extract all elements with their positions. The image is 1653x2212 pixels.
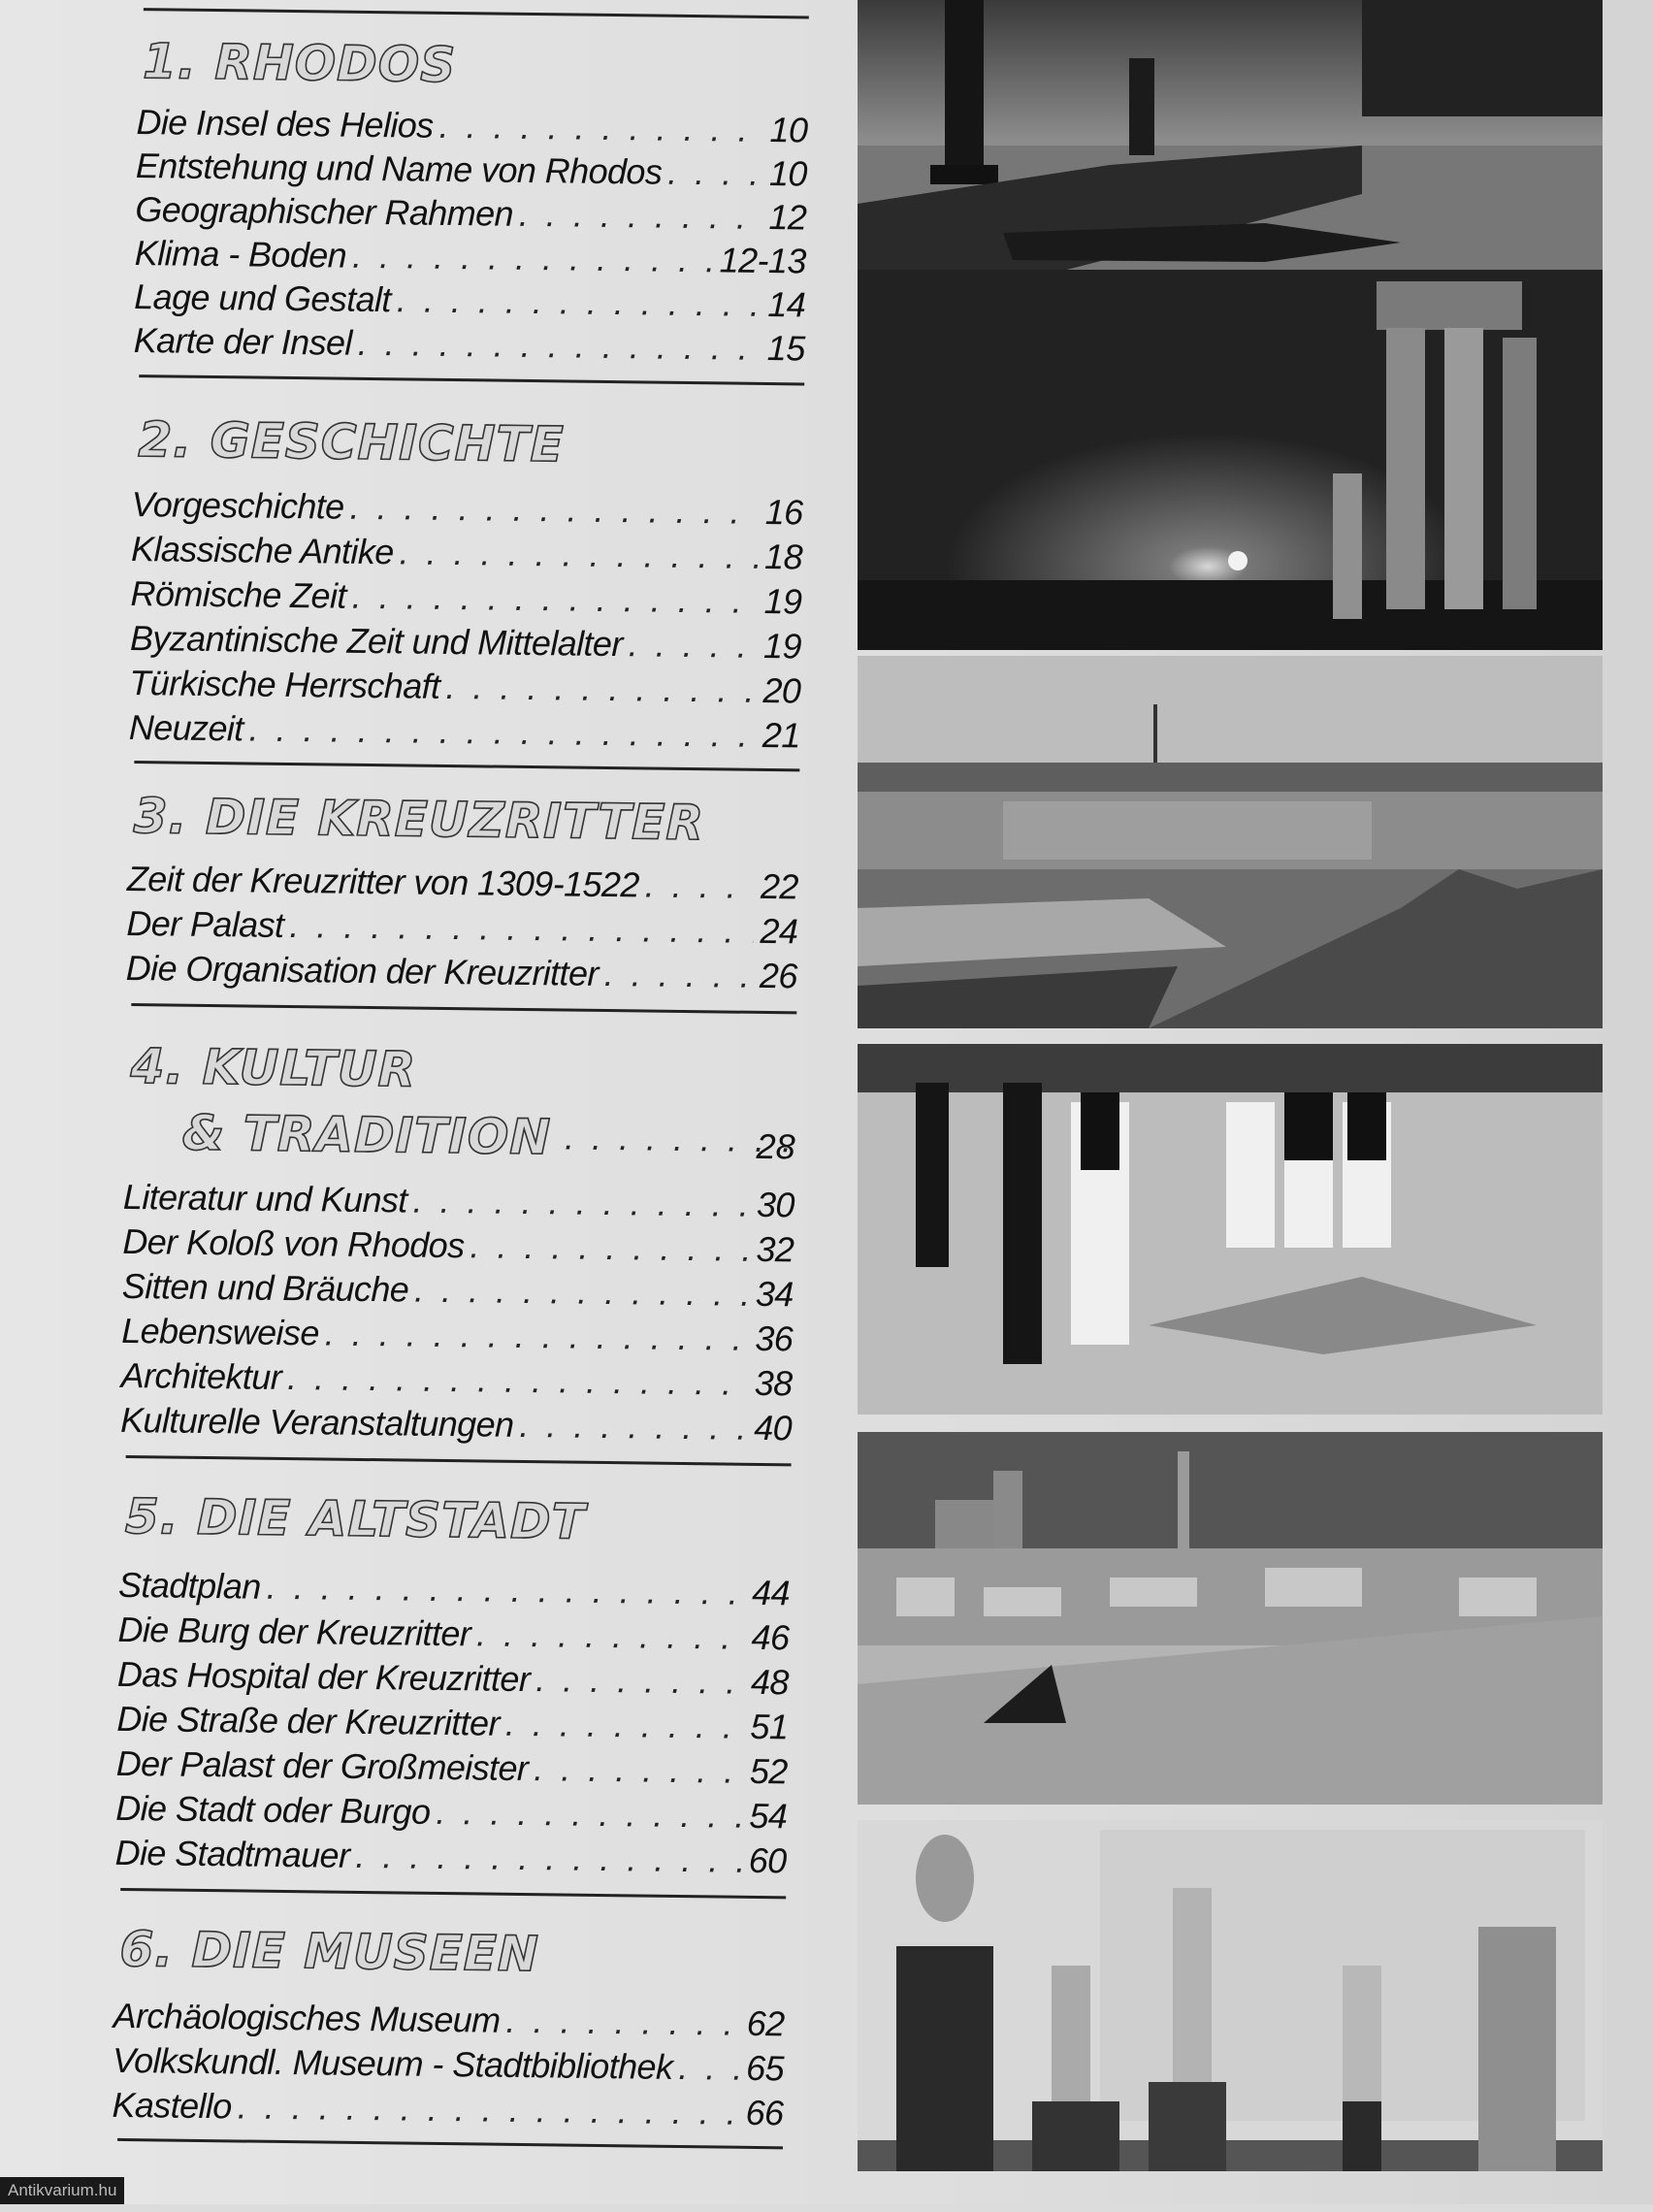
section-title-museen: 6. DIE MUSEEN: [119, 1920, 540, 1983]
toc-entry[interactable]: [130, 617, 801, 667]
entry-label: Volkskundl. Museum - Stadtbibliothek: [112, 2039, 673, 2087]
entry-page: 38: [754, 1362, 793, 1404]
leader-dots: [535, 1658, 744, 1704]
photo-folk-dancers: [858, 1044, 1603, 1415]
leader-dots: [289, 904, 753, 953]
entry-label: Die Insel des Helios: [136, 102, 434, 146]
entry-page: 40: [753, 1407, 793, 1448]
entry-label: Der Koloß von Rhodos: [122, 1220, 465, 1266]
leader-dots: [505, 1703, 744, 1748]
entry-label: Lage und Gestalt: [134, 276, 392, 320]
entry-page: 10: [769, 109, 808, 150]
leader-dots: [445, 666, 756, 712]
entry-page: 15: [766, 327, 805, 369]
divider: [120, 1888, 786, 1899]
toc-entry[interactable]: [113, 1995, 784, 2045]
entry-page: 36: [755, 1317, 794, 1359]
entry-page: 54: [749, 1795, 788, 1837]
toc-entry[interactable]: [116, 1742, 788, 1793]
toc-entry[interactable]: [126, 947, 797, 997]
leader-dots: [519, 193, 762, 239]
watermark: Antikvarium.hu: [0, 2177, 124, 2204]
leader-dots: [355, 1835, 742, 1882]
entry-page: 65: [745, 2047, 785, 2089]
section-title-altstadt: 5. DIE ALTSTADT: [124, 1487, 587, 1550]
entry-page: 44: [751, 1572, 791, 1613]
photo-temple-sunset: [858, 270, 1603, 650]
toc-entry[interactable]: [117, 1609, 789, 1659]
entry-label: Türkische Herrschaft: [129, 662, 440, 706]
toc-entry[interactable]: [112, 2084, 783, 2134]
entry-page: 51: [750, 1706, 789, 1747]
leader-dots: [352, 575, 758, 623]
photo-museum-sculptures: [858, 1820, 1603, 2171]
entry-label: Die Straße der Kreuzritter: [116, 1698, 501, 1743]
entry-page: 19: [762, 625, 802, 667]
entry-label: Lebensweise: [120, 1310, 320, 1353]
entry-label: Archäologisches Museum: [113, 1995, 501, 2040]
entry-page: 19: [763, 580, 802, 622]
leader-dots: [399, 531, 758, 578]
toc-entry[interactable]: [117, 1653, 789, 1704]
entry-page: 24: [760, 910, 798, 952]
toc-entry[interactable]: [135, 188, 806, 239]
toc-entry[interactable]: [120, 1399, 792, 1449]
entry-label: Sitten und Bräuche: [121, 1265, 409, 1310]
photo-old-town: [858, 1432, 1603, 1805]
leader-dots: [352, 235, 714, 282]
entry-label: Die Stadt oder Burgo: [114, 1787, 431, 1832]
divider: [139, 374, 804, 385]
leader-dots: [519, 1404, 747, 1449]
toc-entry[interactable]: [135, 232, 806, 282]
entry-page: 16: [764, 491, 803, 533]
entry-label: Zeit der Kreuzritter von 1309-1522: [126, 858, 640, 905]
photo-fortified-harbour: [858, 656, 1603, 1028]
leader-dots: [604, 953, 754, 997]
leader-dots: [414, 1269, 749, 1316]
toc-entry[interactable]: [116, 1698, 788, 1748]
leader-dots: [534, 1747, 743, 1793]
entry-page: 60: [748, 1839, 787, 1881]
toc-entry[interactable]: [130, 572, 801, 623]
leader-dots: [436, 1791, 742, 1838]
section-title-geschichte: 2. GESCHICHTE: [138, 411, 566, 473]
divider: [144, 8, 809, 18]
entry-label: Klima - Boden: [134, 233, 347, 276]
divider: [131, 1003, 796, 1014]
section-page: 28: [756, 1125, 795, 1167]
leader-dots: [667, 151, 762, 195]
entry-label: Das Hospital der Kreuzritter: [116, 1653, 531, 1700]
leader-dots: [645, 863, 755, 907]
toc-entry[interactable]: [118, 1564, 790, 1614]
toc-entry[interactable]: [127, 858, 798, 908]
toc-entry[interactable]: [120, 1354, 792, 1405]
entry-label: Geographischer Rahmen: [135, 189, 514, 234]
leader-dots: [412, 1180, 750, 1226]
leader-dots: [505, 2000, 740, 2045]
entry-label: Klassische Antike: [130, 528, 394, 572]
leader-dots: [397, 278, 762, 326]
entry-label: Literatur und Kunst: [122, 1176, 407, 1220]
leader-dots: [628, 623, 757, 667]
toc-entry[interactable]: [121, 1310, 793, 1360]
section-title-tradition: [181, 1101, 803, 1173]
entry-label: Die Organisation der Kreuzritter: [125, 947, 600, 993]
leader-dots: [266, 1566, 745, 1614]
toc-entry[interactable]: [129, 706, 800, 757]
toc-entry[interactable]: [123, 1176, 794, 1226]
leader-dots: [476, 1612, 745, 1658]
toc-entry[interactable]: [126, 902, 797, 953]
section-title-rhodos: 1. RHODOS: [142, 33, 457, 94]
toc-entry[interactable]: [131, 528, 802, 578]
entry-page: 14: [767, 283, 806, 325]
leader-dots: [325, 1312, 749, 1359]
section-title-text: & TRADITION: [181, 1104, 552, 1166]
entry-page: 12: [768, 196, 807, 238]
entry-page: 62: [746, 2002, 785, 2044]
entry-label: Vorgeschichte: [131, 483, 344, 527]
entry-page: 32: [756, 1228, 794, 1270]
toc-entry[interactable]: [113, 2039, 784, 2090]
section-title-kultur: 4. KULTUR: [130, 1038, 417, 1098]
entry-label: Kastello: [112, 2084, 233, 2127]
toc-entry[interactable]: [114, 1832, 786, 1882]
toc-entry[interactable]: [129, 662, 800, 712]
divider: [126, 1455, 792, 1466]
entry-page: 34: [755, 1273, 794, 1315]
leader-dots: [287, 1356, 748, 1405]
entry-label: Die Stadtmauer: [114, 1832, 350, 1875]
leader-dots: [438, 105, 762, 151]
entry-page: 21: [762, 714, 801, 756]
entry-page: 48: [750, 1661, 790, 1703]
entry-page: 10: [768, 152, 808, 194]
entry-page: 46: [751, 1616, 790, 1658]
entry-label: Neuzeit: [128, 706, 243, 749]
entry-page: 20: [762, 669, 801, 711]
entry-page: 30: [756, 1184, 795, 1225]
entry-page: 52: [749, 1750, 788, 1792]
divider: [117, 2138, 783, 2149]
leader-dots: [678, 2046, 739, 2090]
toc-entry[interactable]: [136, 101, 807, 151]
leader-dots: [248, 707, 756, 756]
toc-entry[interactable]: [134, 276, 805, 326]
entry-label: Byzantinische Zeit und Mittelalter: [129, 617, 624, 665]
entry-page: 12-13: [719, 240, 807, 281]
section-title-kreuzritter: 3. DIE KREUZRITTER: [133, 788, 705, 852]
toc-entry[interactable]: [122, 1220, 794, 1271]
photo-harbour: [858, 0, 1603, 274]
leader-dots: [349, 486, 759, 534]
leader-dots: [358, 322, 761, 370]
toc-entry[interactable]: [136, 145, 807, 195]
entry-label: Die Burg der Kreuzritter: [117, 1609, 471, 1654]
entry-label: Architektur: [120, 1354, 282, 1397]
entry-page: 66: [745, 2092, 784, 2133]
entry-label: Römische Zeit: [130, 572, 347, 616]
entry-label: Entstehung und Name von Rhodos: [135, 146, 663, 192]
toc-entry[interactable]: [133, 319, 804, 370]
entry-label: Der Palast: [126, 902, 284, 945]
entry-page: 26: [759, 955, 798, 996]
leader-dots: [237, 2085, 738, 2133]
entry-page: 22: [760, 865, 799, 907]
entry-label: Der Palast der Großmeister: [115, 1742, 529, 1789]
table-of-contents: [109, 0, 815, 2212]
divider: [134, 761, 799, 771]
toc-entry[interactable]: [115, 1787, 787, 1838]
leader-dots: [470, 1224, 749, 1271]
entry-label: Karte der Insel: [133, 319, 353, 363]
entry-label: Kulturelle Veranstaltungen: [119, 1399, 514, 1445]
entry-label: Stadtplan: [117, 1564, 262, 1607]
toc-entry[interactable]: [131, 483, 802, 534]
entry-page: 18: [763, 536, 803, 577]
toc-entry[interactable]: [122, 1265, 794, 1316]
